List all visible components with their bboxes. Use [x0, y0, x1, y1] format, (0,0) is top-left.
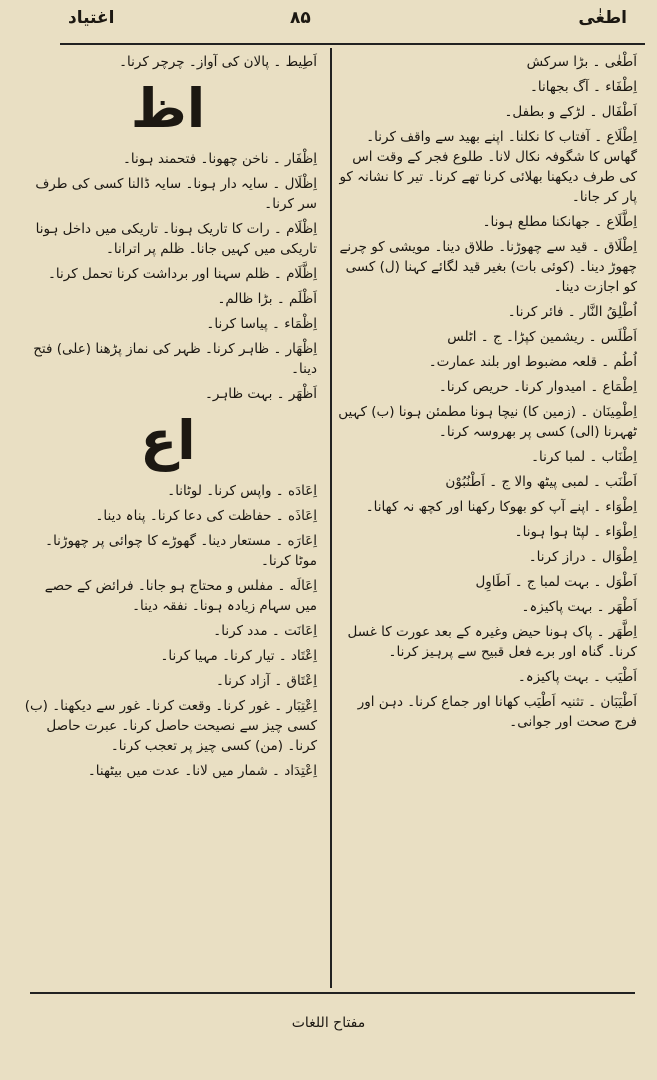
dictionary-entry: اُطْلِقُ النَّار ۔ فائر کرنا۔ — [507, 304, 637, 320]
dictionary-entry: اِعْتِبَار ۔ غور کرنا۔ وقعت کرنا۔ غور سے دیکھنا۔ (ب) کسی چیز سے نصیحت حاصل کرنا۔ عبرت حاصل کرنا۔ (من) کسی چیز پر تعجب کرنا۔ — [24, 698, 317, 754]
dictionary-entry: اِطْوَاء ۔ لپٹا ہوا ہونا۔ — [514, 524, 637, 540]
dictionary-entry: اِظْلَام ۔ رات کا تاریک ہونا۔ تاریکی میں داخل ہونا تاریکی میں کہیں جانا۔ ظلم پر اترانا۔ — [35, 221, 317, 257]
dictionary-entry: اِطَّهَر ۔ پاک ہونا حیض وغیرہ کے بعد عورت کا غسل کرنا۔ گناہ اور برے فعل قبیح سے پرہیز کرنا۔ — [347, 624, 637, 660]
dictionary-entry: اِعْتَاد ۔ تیار کرنا۔ مہیا کرنا۔ — [160, 648, 317, 664]
dictionary-entry: اَطْیَبَان ۔ تثنیہ اَطْیَب کھانا اور جماع کرنا۔ دہن اور فرج صحت اور جوانی۔ — [357, 694, 637, 730]
dictionary-entry: اِطْوَال ۔ دراز کرنا۔ — [528, 549, 637, 565]
dictionary-entry: اِعْتَاق ۔ آزاد کرنا۔ — [216, 673, 317, 689]
dictionary-entry: اِعَادَه ۔ واپس کرنا۔ لوٹانا۔ — [167, 483, 317, 499]
column-separator — [330, 48, 332, 988]
right-column — [337, 52, 637, 737]
dictionary-entry: اُطُم ۔ قلعہ مضبوط اور بلند عمارت۔ — [428, 354, 637, 370]
dictionary-entry: اِعْتِدَاد ۔ شمار میں لانا۔ عدت میں بیٹھنا۔ — [87, 763, 317, 779]
dictionary-entry: اَطْهَر ۔ بہت پاکیزہ۔ — [521, 599, 637, 615]
dictionary-entry: اِظْلَال ۔ سایہ دار ہونا۔ سایہ ڈالنا کسی کی طرف سر کرنا۔ — [35, 176, 317, 212]
bottom-rule — [30, 992, 635, 994]
dictionary-entry: اَطْوَل ۔ بہت لمبا ج ۔ اَطَاوِل — [475, 574, 637, 590]
dictionary-entry: اِعَاذَه ۔ حفاظت کی دعا کرنا۔ پناہ دینا۔ — [95, 508, 317, 524]
dictionary-entry: اَطِیط ۔ پالان کی آواز۔ چرچر کرنا۔ — [119, 54, 317, 70]
dictionary-entry: اِطْمِینَان ۔ (زمین کا) نیچا ہونا مطمئن ہونا (ب) کہیں ٹھہرنا (الی) کسی پر بھروسہ کرنا۔ — [338, 404, 637, 440]
dictionary-entry: اِطْلَاع ۔ آفتاب کا نکلنا۔ اپنے بھید سے واقف کرنا۔ گھاس کا شگوفہ نکال لانا۔ طلوع فجر کے وقت اس کی طرف دیکھنا بھلائی کرنا تھے کرنا۔ تیر کا نشانہ کو پار کر جانا۔ — [339, 129, 637, 205]
dictionary-entry: اِعَالَه ۔ مفلس و محتاج ہو جانا۔ فرائض کے حصے میں سہام زیادہ ہونا۔ نفقہ دینا۔ — [44, 578, 317, 614]
dictionary-entry: اِظَّلَام ۔ ظلم سہنا اور برداشت کرنا تحمل کرنا۔ — [48, 266, 317, 282]
dictionary-entry: اِظْهَار ۔ ظاہر کرنا۔ ظہر کی نماز پڑھنا (علی) فتح دینا۔ — [33, 341, 317, 377]
section-heading: اع — [140, 409, 196, 472]
dictionary-entry: اِظْمَاء ۔ پیاسا کرنا۔ — [206, 316, 317, 332]
section-heading: اظ — [130, 77, 206, 140]
dictionary-entry: اِظْفَار ۔ ناخن چھونا۔ فتحمند ہونا۔ — [122, 151, 317, 167]
left-column — [19, 52, 317, 786]
dictionary-entry: اَطْیَب ۔ بہت پاکیزہ۔ — [517, 669, 637, 685]
dictionary-entry: اَطْغٰی ۔ بڑا سرکش — [526, 54, 637, 70]
top-rule — [60, 43, 645, 45]
dictionary-entry: اِطْلَاق ۔ قید سے چھوڑنا۔ طلاق دینا۔ مویشی کو چرنے چھوڑ دینا۔ (کوئی بات) بغیر قید لگائے کہنا (ل) کسی کو اجازت دینا۔ — [339, 239, 637, 295]
dictionary-entry: اَطْفَال ۔ لڑکے و بطفل۔ — [504, 104, 637, 120]
dictionary-entry: اَطْنَب ۔ لمبی پیٹھ والا ج ۔ اَطْنُبُوْن — [445, 474, 637, 490]
header-right-word: اطغٰی — [578, 8, 627, 28]
header-left-word: اغتیاد — [68, 8, 115, 28]
dictionary-entry: اَظْلَم ۔ بڑا ظالم۔ — [217, 291, 317, 307]
dictionary-entry: اِعَارَه ۔ مستعار دینا۔ گھوڑے کا چوائی پر چھوڑنا۔ موٹا کرنا۔ — [45, 533, 317, 569]
dictionary-entry: اِطَّلَاع ۔ جھانکنا مطلع ہونا۔ — [482, 214, 637, 230]
dictionary-entry: اَطْلَس ۔ ریشمین کپڑا۔ ج ۔ اٹلس — [447, 329, 637, 345]
dictionary-entry: اَظْهَر ۔ بہت ظاہر۔ — [204, 386, 317, 402]
footer-title: مفتاح اللغات — [291, 1015, 366, 1031]
dictionary-entry: اِطْفَاء ۔ آگ بجھانا۔ — [530, 79, 637, 95]
dictionary-entry: اِطْوَاء ۔ اپنے آپ کو بھوکا رکھنا اور کچھ نہ کھانا۔ — [365, 499, 637, 515]
dictionary-entry: اِعَانَت ۔ مدد کرنا۔ — [213, 623, 317, 639]
dictionary-entry: اِطْنَاب ۔ لمبا کرنا۔ — [531, 449, 637, 465]
page-number: ۸۵ — [290, 8, 311, 28]
dictionary-entry: اِطْمَاع ۔ امیدوار کرنا۔ حریص کرنا۔ — [438, 379, 637, 395]
